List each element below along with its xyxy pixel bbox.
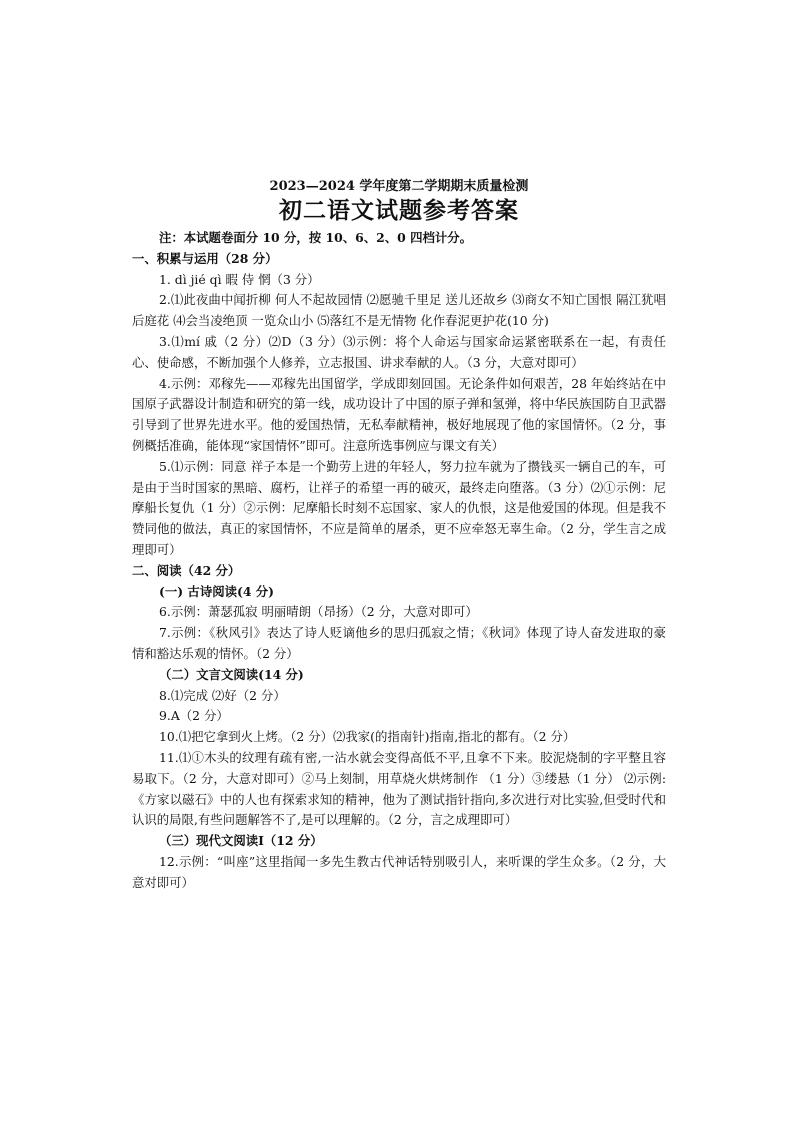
answer-q8: 8.⑴完成 ⑵好（2 分）	[159, 687, 286, 703]
answer-q4: 4.示例：邓稼先——邓稼先出国留学，学成即刻回国。无论条件如何艰苦，28 年始终站在中国原子武器设计制造和研究的第一线，成功设计了中国的原子弹和氢弹，将中华民族国防自卫武器引导到了世界先进水平。他的爱国热情，无私奉献精神，极好地展现了他的家国情怀。（2 分，事例概括准确，能体现“家国情怀”即可。注意所选事例应与课文有关）	[132, 375, 666, 453]
answer-q12: 12.示例：“叫座”这里指闻一多先生教古代神话特别吸引人，来听课的学生众多。（2 分，大意对即可）	[132, 853, 666, 890]
answer-q3: 3.⑴mí 戚（2 分）⑵D（3 分）⑶示例：将个人命运与国家命运紧密联系在一起，有责任心、使命感，不断加强个人修养，立志报国、讲求奉献的人。（3 分，大意对即可）	[132, 333, 666, 370]
scoring-note: 注：本试题卷面分 10 分，按 10、6、2、0 四档计分。	[159, 230, 473, 245]
answer-q9: 9.A（2 分）	[159, 708, 229, 724]
answer-q7: 7.示例：《秋风引》表达了诗人贬谪他乡的思归孤寂之情；《秋词》体现了诗人奋发进取的豪情和豁达乐观的情怀。（2 分）	[132, 625, 666, 661]
subsection-heading-classical: （二）文言文阅读(14 分)	[159, 666, 304, 682]
answer-q2: 2.⑴此夜曲中闻折柳 何人不起故园情 ⑵愿驰千里足 送儿还故乡 ⑶商女不知亡国恨 隔江犹唱后庭花 ⑷会当凌绝顶 一览众山小 ⑸落红不是无情物 化作春泥更护花(10 分)	[132, 292, 666, 329]
subsection-heading-poetry: (一) 古诗阅读(4 分)	[159, 583, 275, 599]
document-subtitle: 2023—2024 学年度第二学期期末质量检测	[269, 179, 529, 194]
section-heading-reading: 二、阅读（42 分）	[132, 562, 241, 578]
answer-q6: 6.示例：萧瑟孤寂 明丽晴朗（昂扬）（2 分，大意对即可）	[159, 604, 478, 620]
section-heading-accumulation: 一、积累与运用（28 分）	[132, 250, 278, 266]
answer-q11: 11.⑴①木头的纹理有疏有密,一沾水就会变得高低不平,且拿不下来。胶泥烧制的字平整且容易取下。（2 分，大意对即可）②马上刻制，用草烧火烘烤制作 （1 分）③缕悬（1 分） ⑵示例:《方家以磁石》中的人也有探索求知的精神，他为了测试指针指向,多次进行对比实验,但受时代和认识的局限,有些问题解答不了,是可以理解的。（2 分，言之成理即可）	[132, 749, 666, 828]
answer-q5: 5.⑴示例：同意 祥子本是一个勤劳上进的年轻人，努力拉车就为了攒钱买一辆自己的车，可是由于当时国家的黑暗、腐朽，让祥子的希望一再的破灭，最终走向堕落。（3 分）⑵①示例：尼摩船长复仇（1 分）②示例：尼摩船长时刻不忘国家、家人的仇恨，这是他爱国的体现。但是我不赞同他的做法，真正的家国情怀，不应是简单的屠杀，更不应牵怒无辜生命。（2 分，学生言之成理即可）	[132, 458, 666, 557]
answer-q1: 1. dì jié qì 暇 侍 惘（3 分）	[159, 271, 320, 287]
answer-document	[132, 178, 666, 894]
document-title: 初二语文试题参考答案	[279, 197, 519, 224]
subsection-heading-modern: （三）现代文阅读Ⅰ（12 分）	[159, 833, 323, 849]
answer-q10: 10.⑴把它拿到火上烤。（2 分）⑵我家(的指南针)指南,指北的都有。（2 分）	[159, 729, 576, 745]
